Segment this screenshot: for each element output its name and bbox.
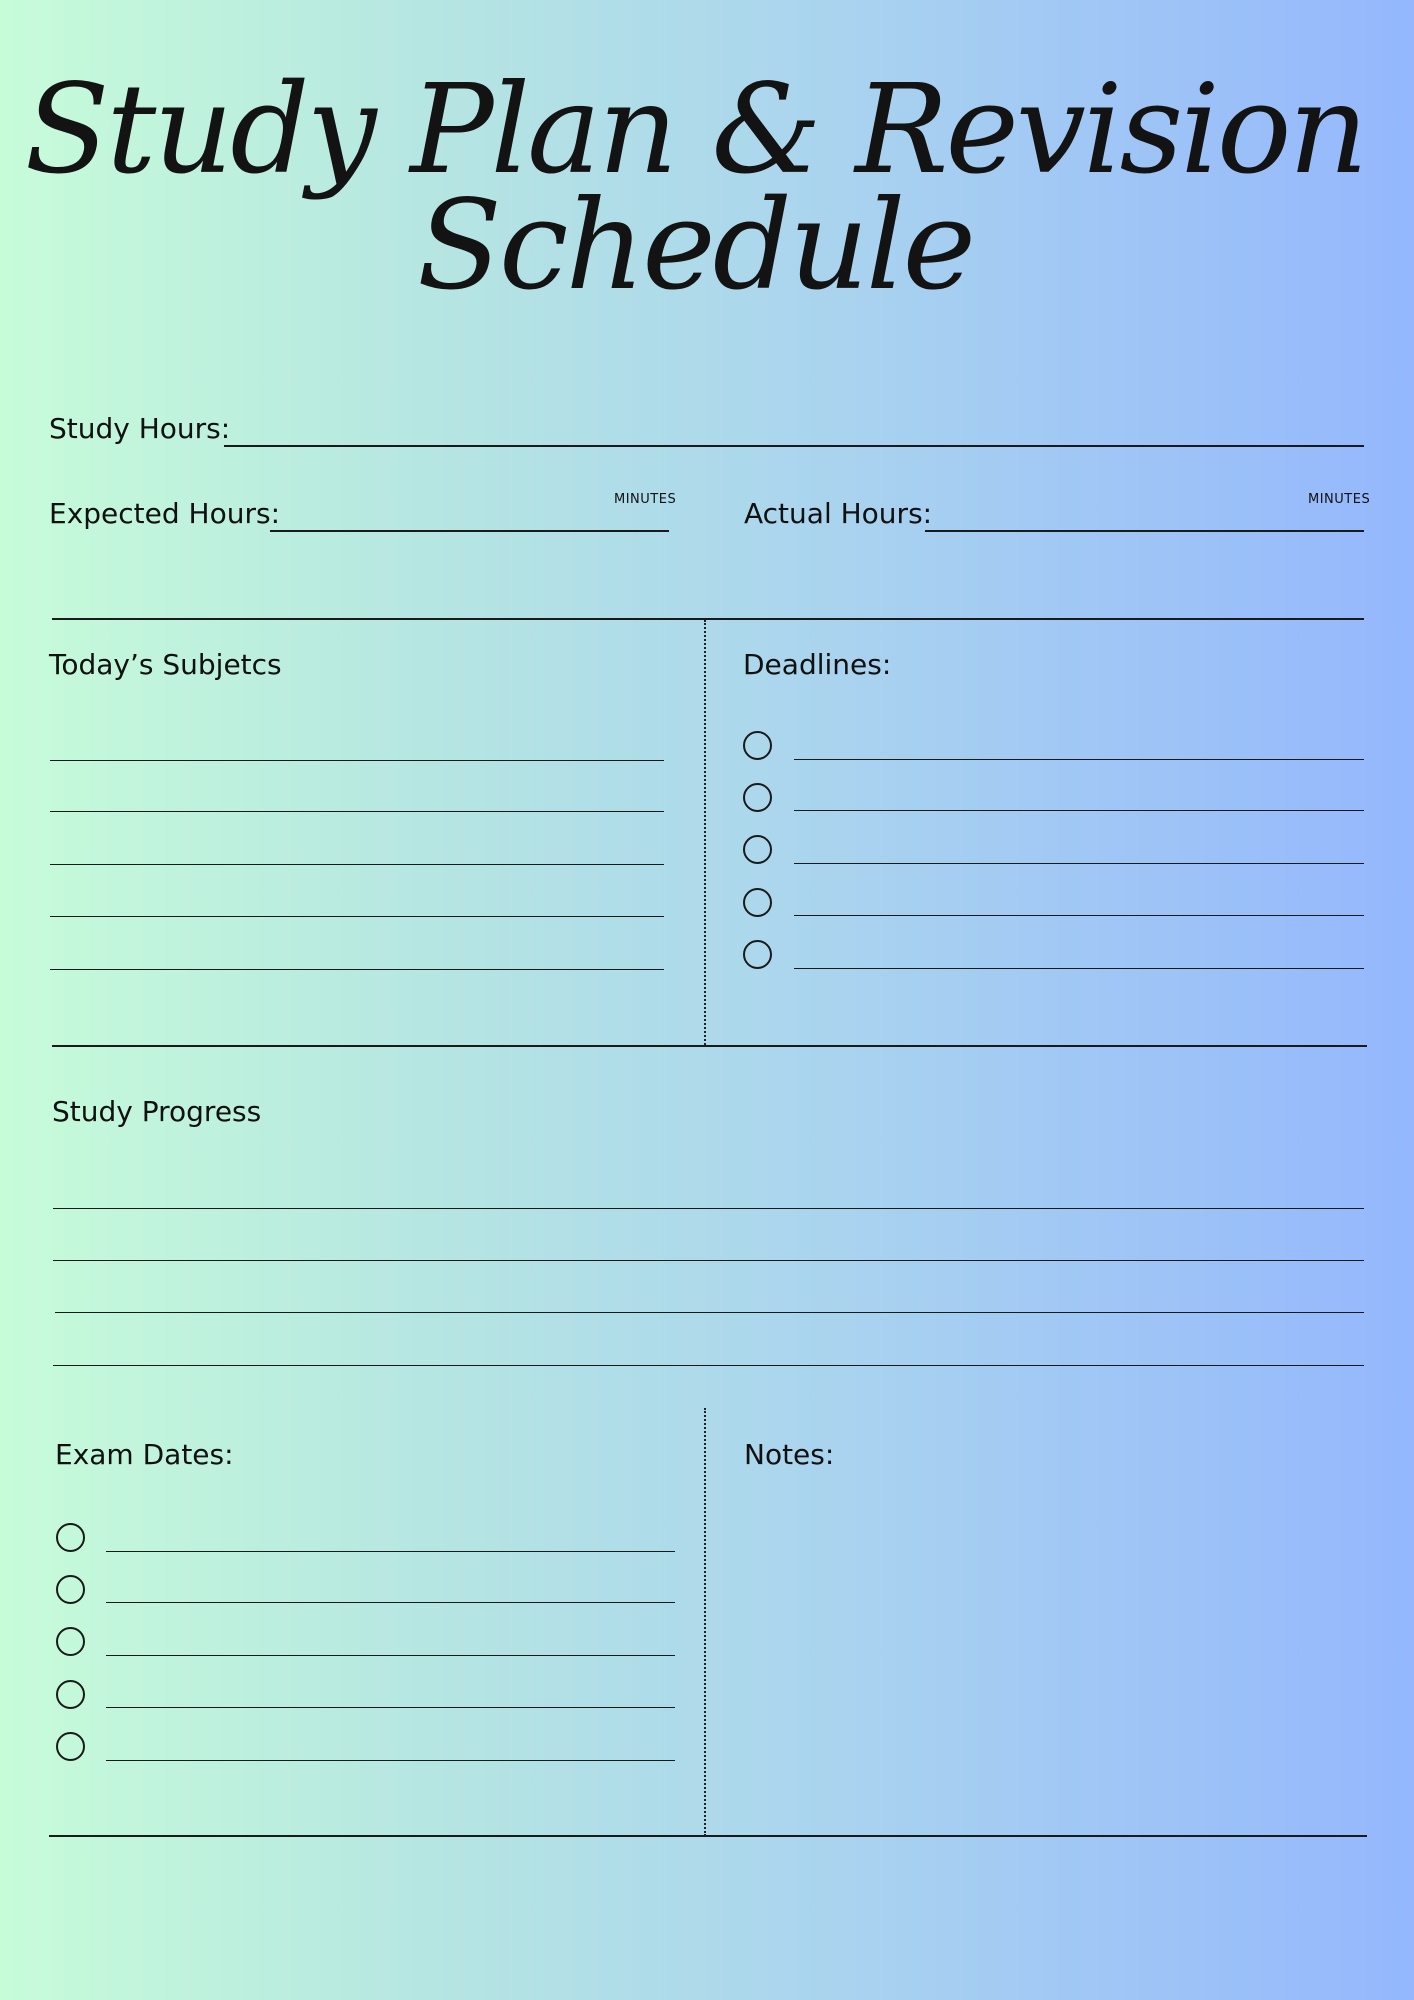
exam-date-checkbox[interactable] bbox=[56, 1523, 85, 1552]
actual-hours-label: Actual Hours: bbox=[744, 497, 933, 530]
deadline-checkbox[interactable] bbox=[743, 940, 772, 969]
notes-heading: Notes: bbox=[744, 1438, 835, 1471]
deadline-line[interactable] bbox=[794, 863, 1364, 864]
study-hours-label: Study Hours: bbox=[49, 412, 231, 445]
section-divider bbox=[52, 618, 1364, 620]
progress-line[interactable] bbox=[53, 1260, 1364, 1261]
deadline-line[interactable] bbox=[794, 968, 1364, 969]
notes-area[interactable] bbox=[740, 1490, 1364, 1820]
exam-date-checkbox[interactable] bbox=[56, 1680, 85, 1709]
column-divider bbox=[704, 1408, 706, 1836]
deadline-line[interactable] bbox=[794, 759, 1364, 760]
exam-date-checkbox[interactable] bbox=[56, 1575, 85, 1604]
exam-date-line[interactable] bbox=[106, 1760, 675, 1761]
column-divider bbox=[704, 620, 706, 1045]
actual-minutes-label: MINUTES bbox=[1308, 492, 1371, 507]
subject-line[interactable] bbox=[50, 969, 664, 970]
progress-line[interactable] bbox=[53, 1208, 1364, 1209]
subject-line[interactable] bbox=[50, 864, 664, 865]
actual-hours-field[interactable] bbox=[925, 530, 1364, 532]
section-divider bbox=[49, 1835, 1367, 1837]
deadline-checkbox[interactable] bbox=[743, 731, 772, 760]
deadlines-heading: Deadlines: bbox=[743, 648, 892, 681]
deadline-checkbox[interactable] bbox=[743, 835, 772, 864]
deadline-line[interactable] bbox=[794, 915, 1364, 916]
subject-line[interactable] bbox=[50, 760, 664, 761]
progress-line[interactable] bbox=[55, 1312, 1364, 1313]
progress-heading: Study Progress bbox=[52, 1095, 262, 1128]
exam-date-checkbox[interactable] bbox=[56, 1627, 85, 1656]
exam-date-line[interactable] bbox=[106, 1551, 675, 1552]
deadline-checkbox[interactable] bbox=[743, 888, 772, 917]
exam-date-checkbox[interactable] bbox=[56, 1732, 85, 1761]
exam-date-line[interactable] bbox=[106, 1707, 675, 1708]
exam-date-line[interactable] bbox=[106, 1602, 675, 1603]
title-line-2: Schedule bbox=[417, 174, 973, 318]
progress-line[interactable] bbox=[53, 1365, 1364, 1366]
exam-date-line[interactable] bbox=[106, 1655, 675, 1656]
study-hours-field[interactable] bbox=[224, 445, 1364, 447]
exam-dates-heading: Exam Dates: bbox=[55, 1438, 234, 1471]
deadline-checkbox[interactable] bbox=[743, 783, 772, 812]
title-line-1: Study Plan & Revision bbox=[24, 58, 1366, 202]
page-title bbox=[0, 58, 1390, 318]
expected-hours-label: Expected Hours: bbox=[49, 497, 280, 530]
section-divider bbox=[52, 1045, 1367, 1047]
expected-hours-field[interactable] bbox=[270, 530, 669, 532]
subject-line[interactable] bbox=[50, 811, 664, 812]
expected-minutes-label: MINUTES bbox=[614, 492, 677, 507]
deadline-line[interactable] bbox=[794, 810, 1364, 811]
subjects-heading: Today’s Subjetcs bbox=[49, 648, 282, 681]
subject-line[interactable] bbox=[50, 916, 664, 917]
